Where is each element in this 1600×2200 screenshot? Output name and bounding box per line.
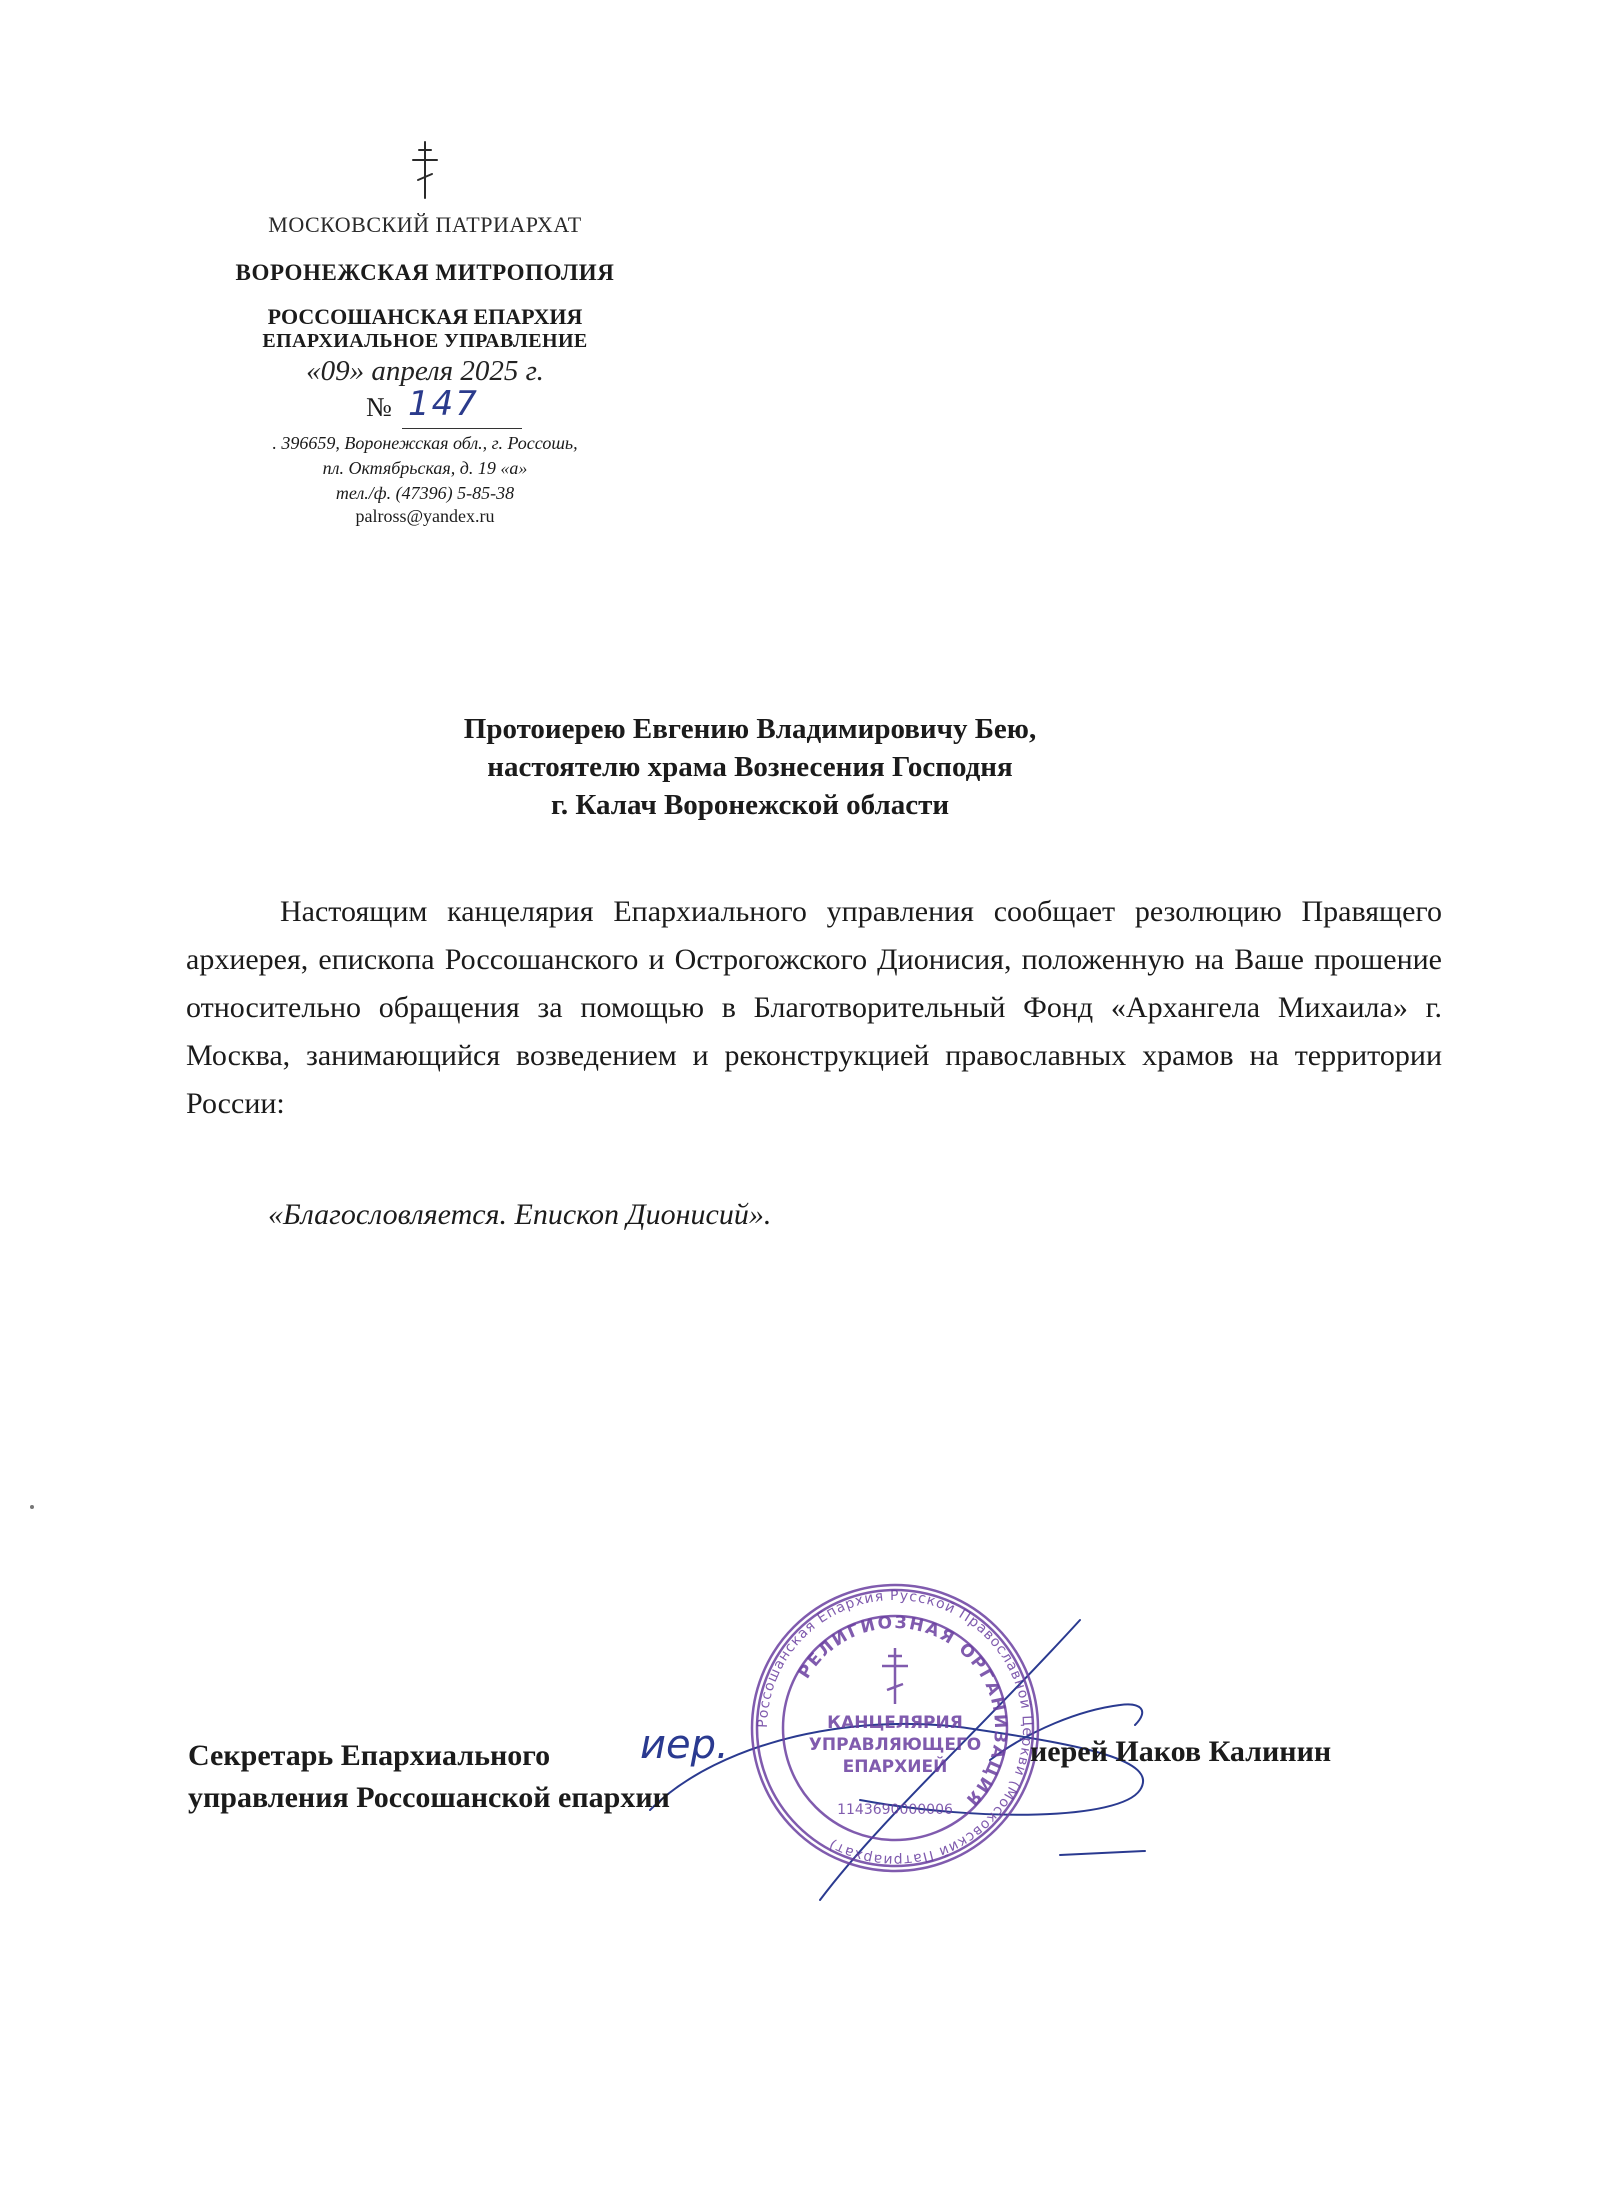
- scan-speck: [30, 1505, 34, 1509]
- signature-title-line-1: Секретарь Епархиального: [188, 1739, 551, 1772]
- stamp-center-line-1: КАНЦЕЛЯРИЯ: [827, 1713, 963, 1733]
- document-date: «09» апреля 2025 г.: [306, 355, 544, 387]
- svg-text:РЕЛИГИОЗНАЯ ОРГАНИЗАЦИЯ: [795, 1613, 1011, 1811]
- addressee-line-1: Протоиерею Евгению Владимировичу Бею,: [463, 713, 1037, 745]
- signature-title-line-2: управления Россошанской епархии: [188, 1781, 670, 1814]
- resolution-text: «Благословляется. Епископ Дионисий».: [268, 1198, 772, 1231]
- eparchy-title: РОССОШАНСКАЯ ЕПАРХИЯ: [267, 304, 583, 329]
- letterhead: [180, 140, 670, 528]
- document-number: 147: [408, 384, 479, 424]
- addressee-line-2: настоятелю храма Вознесения Господня: [487, 751, 1013, 783]
- administration-title: ЕПАРХИАЛЬНОЕ УПРАВЛЕНИЕ: [262, 330, 588, 352]
- body-paragraph: Настоящим канцелярия Епархиального управления сообщает резолюцию Правящего архиерея, епископа Россошанского и Острогожского Дионисия, положенную на Ваше прошение относительно обращения за помощью в Благотворительный Фонд «Архангела Михаила» г. Москва, занимающийся возведением и реконструкцией православных храмов на территории России:: [186, 895, 1442, 1120]
- orthodox-cross-icon: [408, 140, 442, 200]
- signatory-name: иерей Иаков Калинин: [1030, 1735, 1332, 1768]
- number-sign: №: [366, 392, 392, 422]
- stamp-cross-icon: [882, 1648, 908, 1704]
- patriarchate-title: МОСКОВСКИЙ ПАТРИАРХАТ: [268, 212, 582, 237]
- metropolia-title: ВОРОНЕЖСКАЯ МИТРОПОЛИЯ: [235, 260, 615, 285]
- stamp-ogrn: 1143690000006: [837, 1802, 953, 1818]
- addressee-block: [300, 710, 1200, 824]
- handwritten-signature: иер.: [640, 1722, 729, 1768]
- document-number-line: [180, 384, 670, 430]
- stamp-center-line-2: УПРАВЛЯЮЩЕГО: [808, 1735, 982, 1755]
- phone-line: тел./ф. (47396) 5-85-38: [335, 483, 515, 503]
- signature-title: [188, 1735, 670, 1819]
- email-address: palross@yandex.ru: [355, 506, 495, 526]
- stamp-outer-text: Россошанская Епархия Русской Православной Церкви (Московский Патриархат): [754, 1587, 1036, 1869]
- number-underline: [402, 428, 522, 429]
- stamp-inner-text: РЕЛИГИОЗНАЯ ОРГАНИЗАЦИЯ: [794, 1612, 1011, 1811]
- stamp-center-line-3: ЕПАРХИЕЙ: [842, 1757, 948, 1777]
- addressee-line-3: г. Калач Воронежской области: [550, 789, 950, 821]
- address-line-2: пл. Октябрьская, д. 19 «а»: [322, 458, 528, 478]
- address-line-1: . 396659, Воронежская обл., г. Россошь,: [272, 433, 578, 453]
- official-stamp: [745, 1578, 1045, 1878]
